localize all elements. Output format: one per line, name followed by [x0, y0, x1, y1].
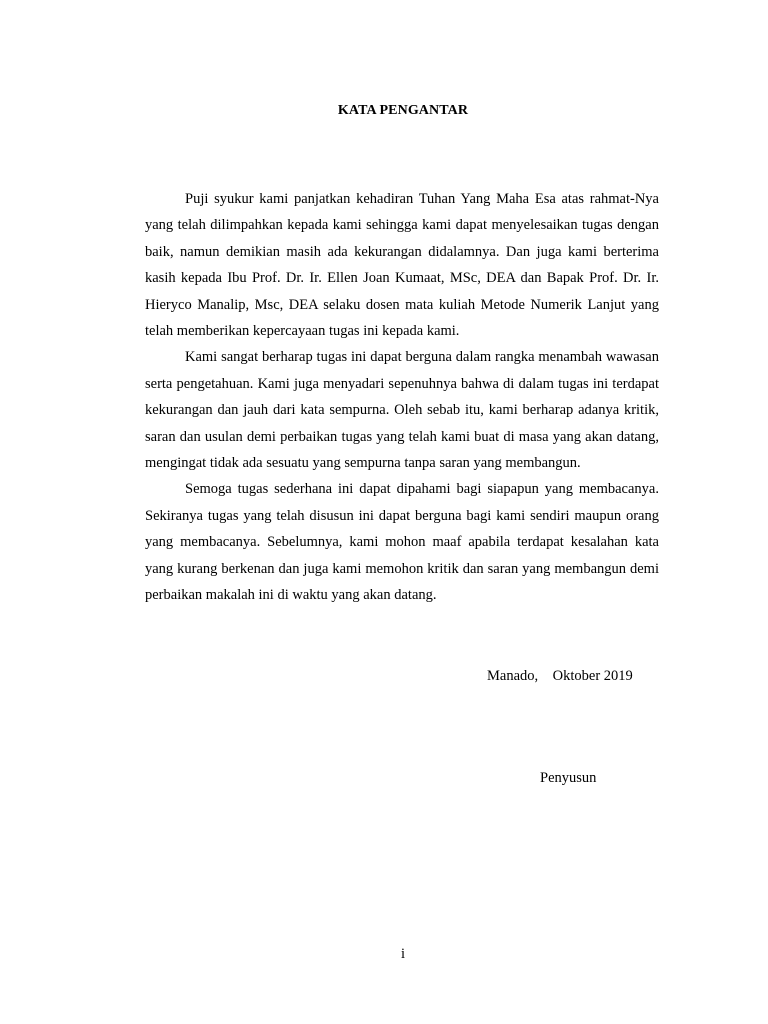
page-number: i	[400, 946, 406, 962]
signer-label: Penyusun	[540, 770, 597, 786]
document-body	[145, 186, 659, 609]
document-title: KATA PENGANTAR	[337, 103, 469, 118]
place-date: Manado, Oktober 2019	[487, 668, 633, 684]
paragraph-3: Semoga tugas sederhana ini dapat dipahami bagi siapapun yang membacanya. Sekiranya tugas yang telah disusun ini dapat berguna bagi kami sendiri maupun orang yang membacanya. Sebelumnya, kami mohon maaf apabila terdapat kesalahan kata yang kurang berkenan dan juga kami memohon kritik dan saran yang membangun demi perbaikan makalah ini di waktu yang akan datang.	[145, 481, 659, 604]
paragraph-2: Kami sangat berharap tugas ini dapat berguna dalam rangka menambah wawasan serta pengetahuan. Kami juga menyadari sepenuhnya bahwa di dalam tugas ini terdapat kekurangan dan jauh dari kata sempurna. Oleh sebab itu, kami berharap adanya kritik, saran dan usulan demi perbaikan tugas yang telah kami buat di masa yang akan datang, mengingat tidak ada sesuatu yang sempurna tanpa saran yang membangun.	[145, 349, 659, 472]
paragraph-1: Puji syukur kami panjatkan kehadiran Tuhan Yang Maha Esa atas rahmat-Nya yang telah dilimpahkan kepada kami sehingga kami dapat menyelesaikan tugas dengan baik, namun demikian masih ada kekurangan didalamnya. Dan juga kami berterima kasih kepada Ibu Prof. Dr. Ir. Ellen Joan Kumaat, MSc, DEA dan Bapak Prof. Dr. Ir. Hieryco Manalip, Msc, DEA selaku dosen mata kuliah Metode Numerik Lanjut yang telah memberikan kepercayaan tugas ini kepada kami.	[145, 191, 659, 340]
